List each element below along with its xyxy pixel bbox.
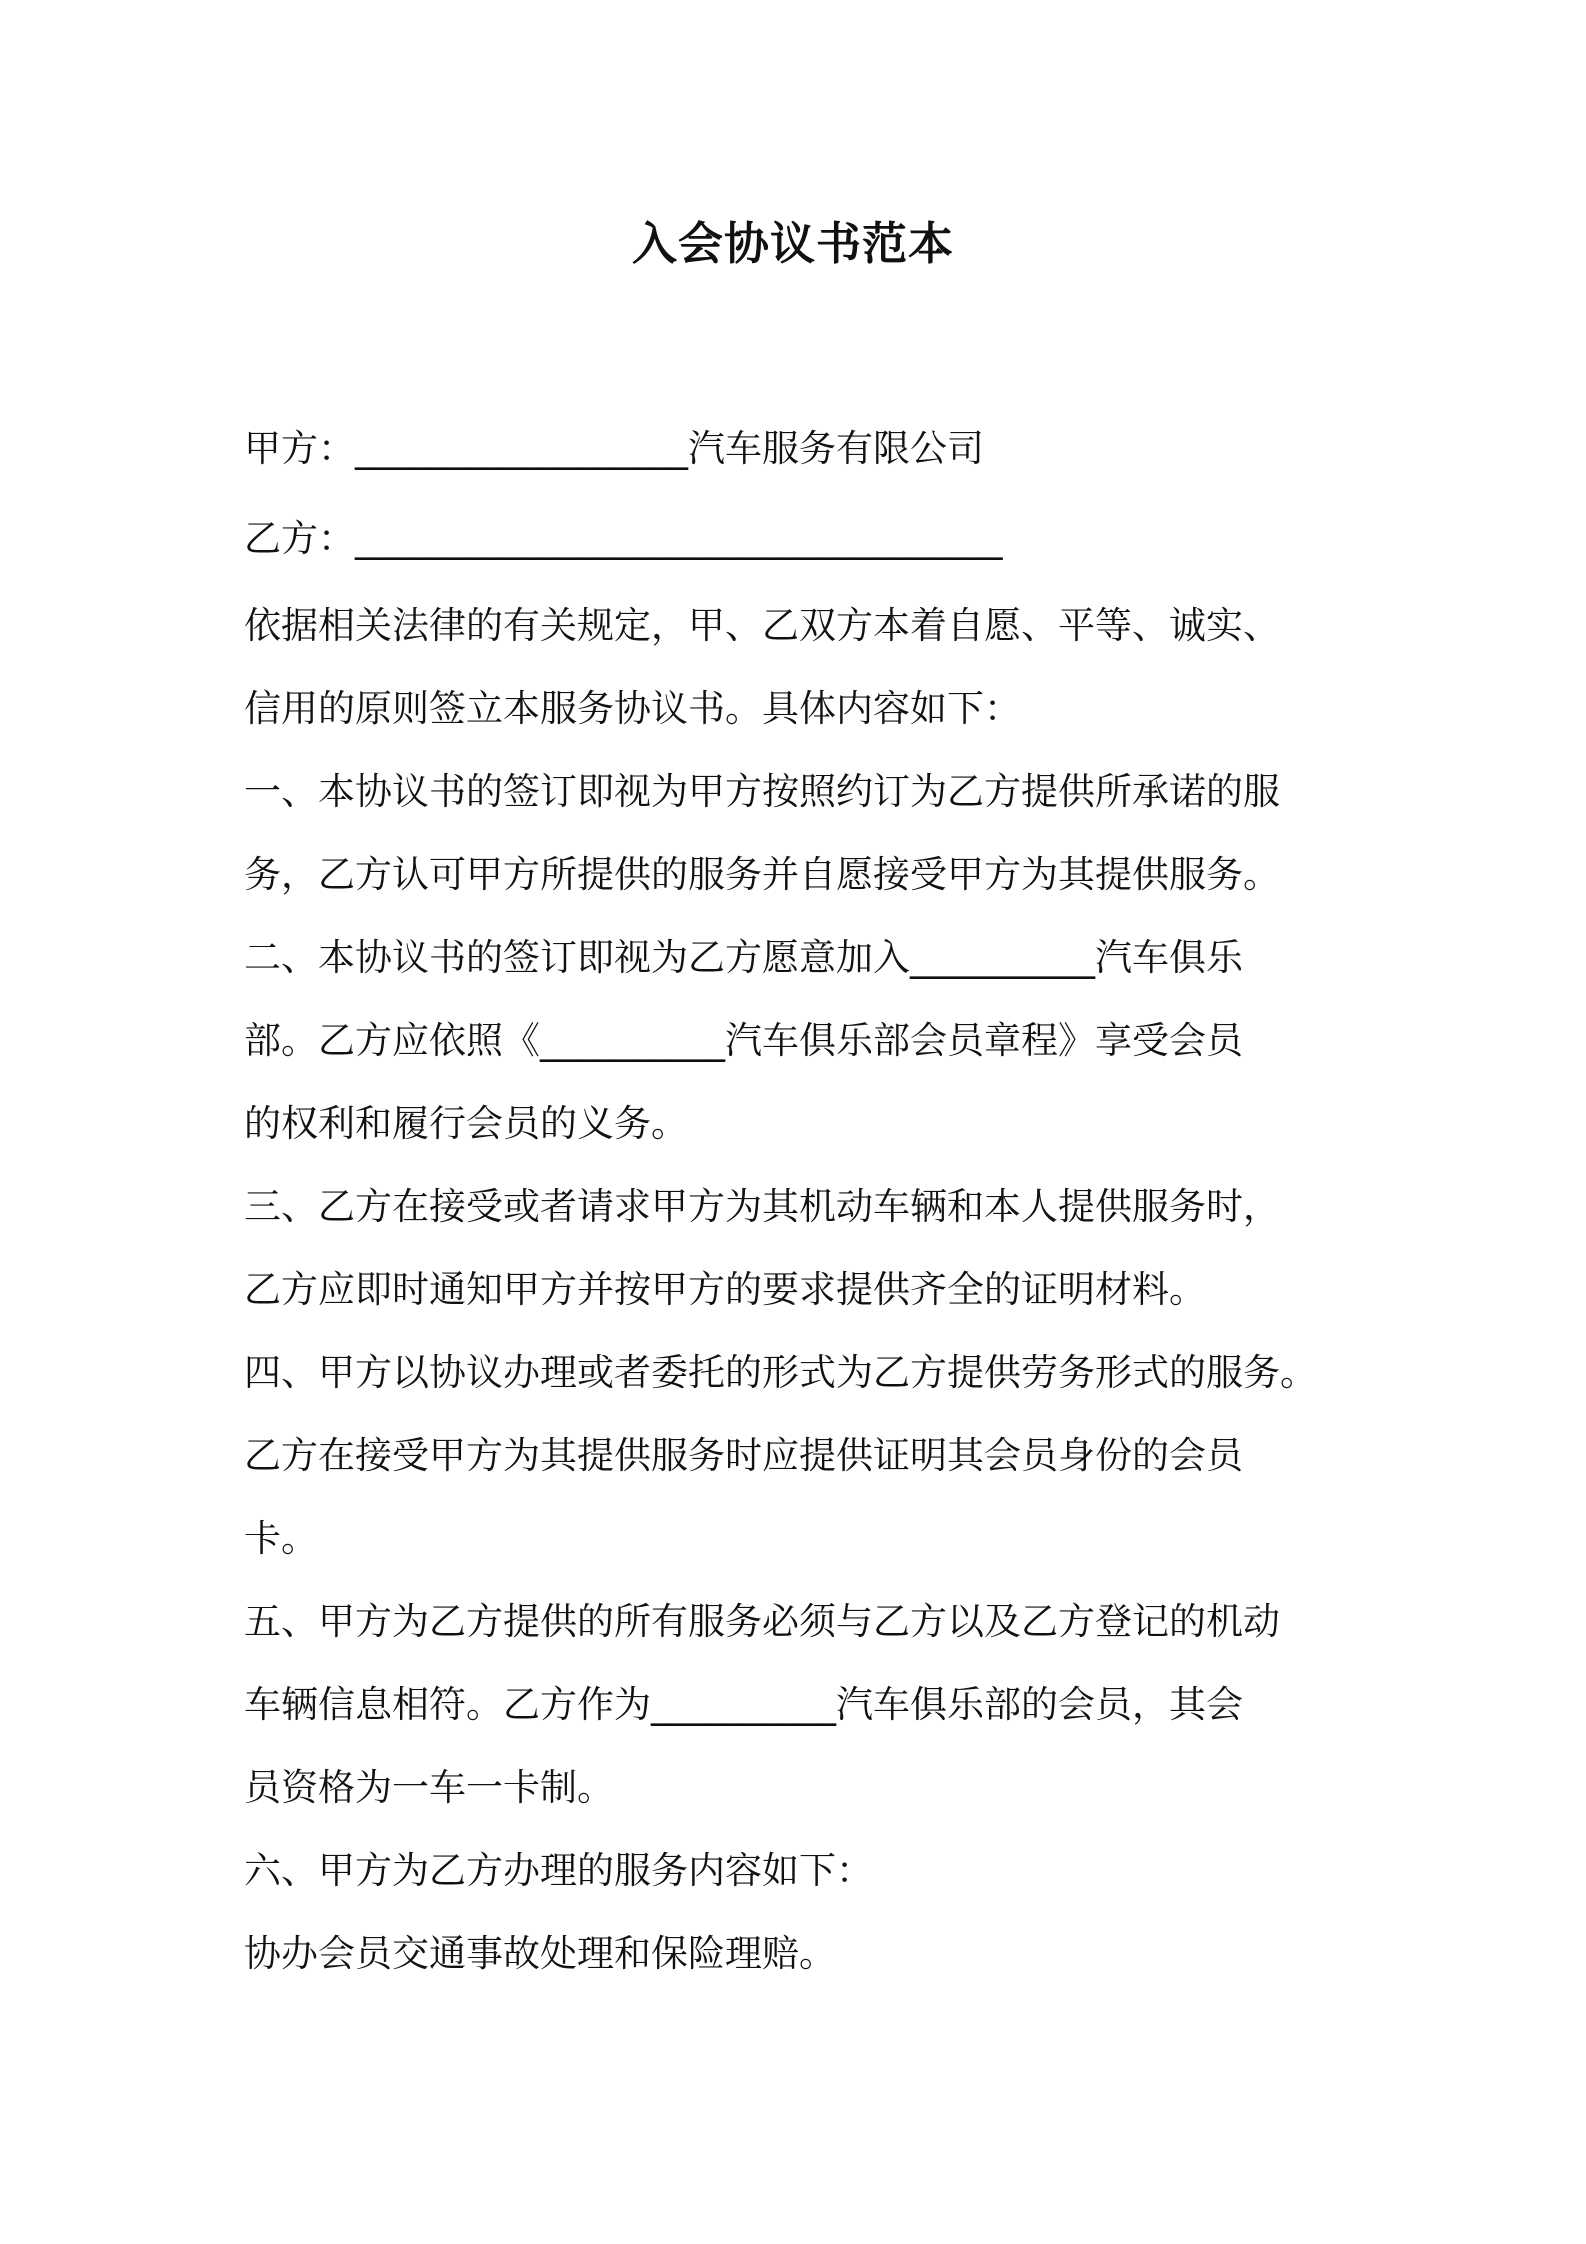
party-a-line: 甲方：__________________汽车服务有限公司	[244, 427, 984, 470]
clause-5-line: 车辆信息相符。乙方作为__________汽车俱乐部的会员，其会	[244, 1683, 1243, 1726]
document-title: 入会协议书范本	[631, 217, 954, 270]
clause-4-line: 四、甲方以协议办理或者委托的形式为乙方提供劳务形式的服务。	[244, 1351, 1317, 1394]
clause-5-line: 员资格为一车一卡制。	[244, 1766, 614, 1809]
clause-2-line: 二、本协议书的签订即视为乙方愿意加入__________汽车俱乐	[244, 936, 1243, 979]
clause-2-line: 的权利和履行会员的义务。	[244, 1102, 688, 1145]
clause-4-line: 乙方在接受甲方为其提供服务时应提供证明其会员身份的会员	[244, 1434, 1243, 1477]
clause-1-line: 务，乙方认可甲方所提供的服务并自愿接受甲方为其提供服务。	[244, 853, 1280, 896]
clause-1-line: 一、本协议书的签订即视为甲方按照约订为乙方提供所承诺的服	[244, 770, 1280, 813]
document-body	[244, 404, 1394, 1995]
text-line: 依据相关法律的有关规定，甲、乙双方本着自愿、平等、诚实、	[244, 604, 1280, 647]
clause-3-line: 乙方应即时通知甲方并按甲方的要求提供齐全的证明材料。	[244, 1268, 1206, 1311]
clause-4-line: 卡。	[244, 1517, 318, 1560]
text-line: 信用的原则签立本服务协议书。具体内容如下：	[244, 687, 1021, 730]
clause-2-line: 部。乙方应依照《__________汽车俱乐部会员章程》享受会员	[244, 1019, 1243, 1062]
clause-6-line: 六、甲方为乙方办理的服务内容如下：	[244, 1849, 873, 1892]
service-item-line: 协办会员交通事故处理和保险理赔。	[244, 1932, 836, 1975]
clause-3-line: 三、乙方在接受或者请求甲方为其机动车辆和本人提供服务时，	[244, 1185, 1280, 1228]
party-b-line: 乙方：___________________________________	[244, 517, 1003, 560]
clause-5-line: 五、甲方为乙方提供的所有服务必须与乙方以及乙方登记的机动	[244, 1600, 1280, 1643]
